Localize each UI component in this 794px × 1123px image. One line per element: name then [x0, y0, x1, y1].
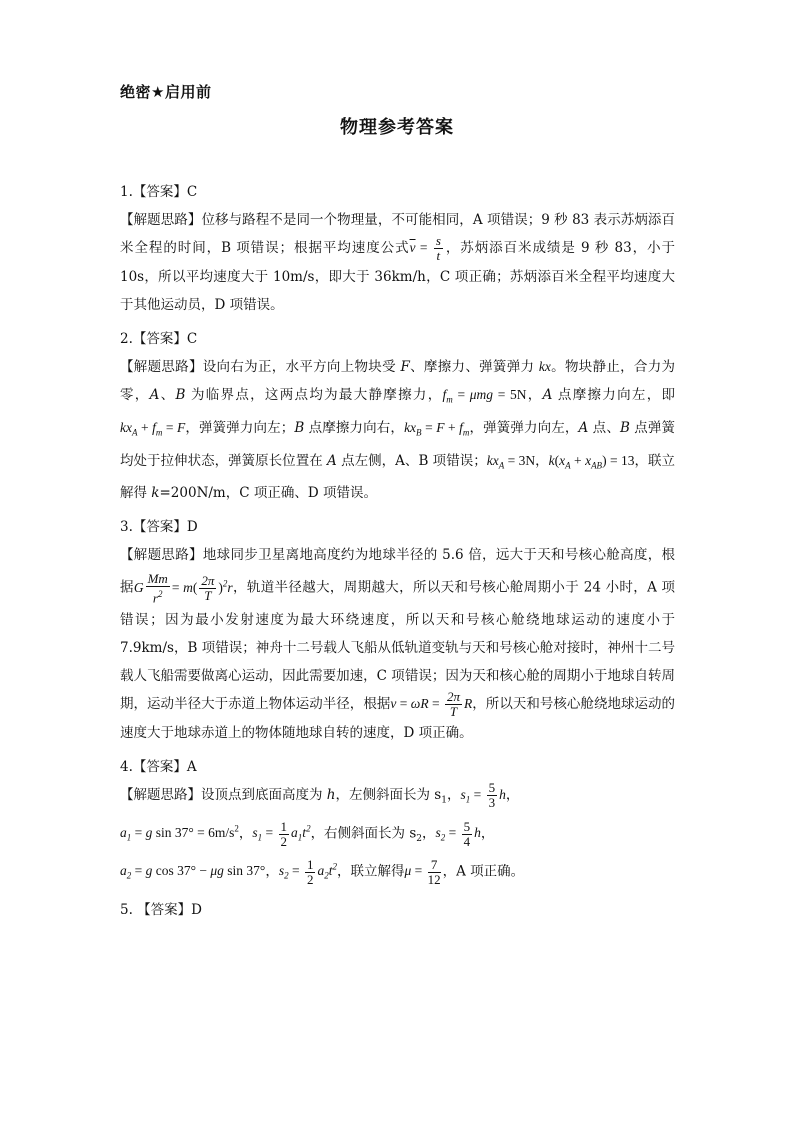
- answer-analysis: 【解题思路】地球同步卫星离地高度约为地球半径的 5.6 倍，远大于天和号核心舱高度，根据G $\frac{Mm}{r^2}$ = m( $\frac{2\pi}{T}$ )$^2$r，轨道半径越大，周期越大，所以天和号核心舱周期小于 24 小时，A 项错误；因为最小发射速度为最大环绕速度，所以天和号核心舱绕地球运动的速度小于 7.9km/s，B 项错误；神舟十二号载人飞船从低轨道变轨与天和号核心舱对接时，神州十二号载人飞船需要做离心运动，因此需要加速，C 项错误；因为天和核心舱的周期小于地球自转周期，运动半径大于赤道上物体运动半径，根据v = ωR = $\frac{2\pi}{T}$ R，所以天和号核心舱绕地球运动的速度大于地球赤道上的物体随地球自转的速度，D 项正确。: [120, 547, 676, 741]
- analysis-tag: 【解题思路】: [120, 547, 203, 564]
- answer-analysis: 【解题思路】设顶点到底面高度为 h，左侧斜面长为 $s_1$，$s_1$ = $\frac{5}{3}$ h， $a_1 = g$ $\sin 37^\circ = 6m/s^2$，$s_1$ = $\frac{1}{2}$ $a_1t^2$，右侧斜面长为 $s_2$，$s_2$ = $\frac{5}{4}$ h， $a_2 = g$ cos 37° − μg sin 37°，$s_2$ = $\frac{1}{2}$ $a_2t^2$，联立解得μ = $\frac{7}{12}$ ，A 项正确。: [120, 780, 525, 887]
- answer-label: 5. 【答案】D: [120, 902, 202, 918]
- analysis-tag: 【解题思路】: [120, 212, 202, 228]
- formula-velocity: v = ωR = $\frac{2\pi}{T}$ R: [390, 688, 473, 719]
- answer-item-1: [120, 178, 675, 319]
- formula-gravitation: G $\frac{Mm}{r^2}$ = m( $\frac{2\pi}{T}$ )$^2$r: [133, 571, 233, 606]
- page-title: 物理参考答案: [340, 117, 454, 138]
- answer-label: 2.【答案】C: [120, 331, 198, 348]
- answer-item-5: [120, 896, 675, 924]
- analysis-tag: 【解题思路】: [120, 359, 203, 376]
- answer-label: 1.【答案】C: [120, 184, 198, 200]
- answer-analysis: 【解题思路】位移与路程不是同一个物理量，不可能相同，A 项错误；9 秒 83 表示苏炳添百米全程的时间，B 项错误；根据平均速度公式$\overline{v}$ = $\frac{s}{t}$ ，苏炳添百米成绩是 9 秒 83，小于 10s，所以平均速度大于 10m/s，即大于 36km/h，C 项正确；苏炳添百米全程平均速度大于其他运动员，D 项错误。: [120, 212, 676, 314]
- answer-label: 4.【答案】A: [120, 758, 197, 775]
- answer-label: 3.【答案】D: [120, 519, 198, 536]
- analysis-tag: 【解题思路】: [120, 786, 201, 803]
- answer-item-2: [120, 325, 675, 507]
- secret-label: 绝密★启用前: [120, 83, 212, 101]
- formula-average-velocity: $\overline{v}$ = $\frac{s}{t}$: [409, 233, 441, 264]
- answer-item-3: [120, 513, 675, 746]
- answer-list: [120, 178, 675, 924]
- answer-item-4: [120, 753, 675, 890]
- answer-analysis: 【解题思路】设向右为正，水平方向上物块受 F、摩擦力、弹簧弹力 kx。物块静止，合力为零，A、B 为临界点，这两点均为最大静摩擦力，$f_m = \mu mg = 5N$，A 点摩擦力向左，即$kx_A + f_m = F$，弹簧弹力向左；B 点摩擦力向右，$kx_B = F + f_m$，弹簧弹力向左，A 点、B 点弹簧均处于拉伸状态，弹簧原长位置在 A 点左侧，A、B 项错误；$kx_A = 3N$，$k(x_A + x_{AB}) = 13$，联立解得 k=200N/m，C 项正确、D 项错误。: [120, 359, 676, 502]
